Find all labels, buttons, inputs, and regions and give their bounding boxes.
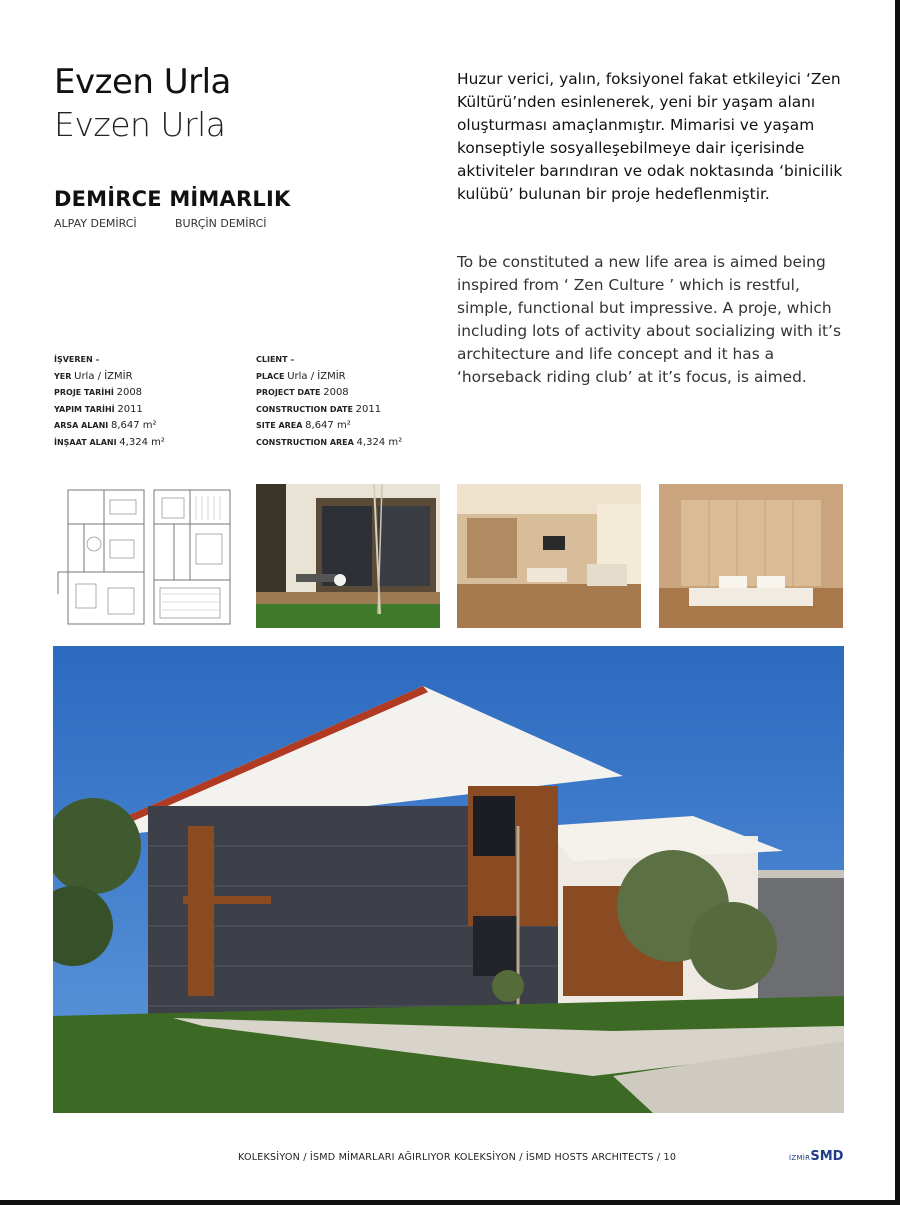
bedroom-photo [659,484,843,628]
info-row-client: CLIENT – [256,355,295,364]
architect-name: BURÇİN DEMİRCİ [175,217,267,230]
project-title-english: Evzen Urla [54,105,226,144]
project-info-turkish [54,352,165,452]
info-row-construction-date: CONSTRUCTION DATE 2011 [256,403,382,415]
project-info-english [256,352,402,452]
info-row-construction-area: CONSTRUCTION AREA 4,324 m² [256,436,403,448]
info-row-construction-area: İNŞAAT ALANI 4,324 m² [54,436,165,448]
info-row-site-area: SITE AREA 8,647 m² [256,420,351,432]
info-row-place: PLACE Urla / İZMİR [256,370,346,382]
page-footer: KOLEKSİYON / İSMD MİMARLARI AĞIRLIYOR KOLEKSİYON / İSMD HOSTS ARCHITECTS / 10 [238,1152,677,1163]
living-room-photo [457,484,641,628]
info-row-project-date: PROJECT DATE 2008 [256,387,349,399]
description-english: To be constituted a new life area is aimed being inspired from ‘ Zen Culture ’ which is restful, simple, functional but impressive. A proje, which including lots of activity about socializing with it’s architecture and life concept and it has a ‘horseback riding club’ at it’s focus, is aimed. [457,253,841,386]
architect-name: ALPAY DEMİRCİ [54,217,137,230]
page-edge-bottom [0,1200,900,1205]
project-title: Evzen Urla [54,62,231,102]
firm-name: DEMİRCE MİMARLIK [54,187,291,211]
ismd-logo: İZMİRSMD [789,1149,844,1164]
info-row-site-area: ARSA ALANI 8,647 m² [54,420,157,432]
description-turkish: Huzur verici, yalın, foksiyonel fakat etkileyici ‘Zen Kültürü’nden esinlenerek, yeni bir yaşam alanı oluşturması amaçlanmıştır. Mimarisi ve yaşam konseptiyle sosyalleşebilmeye dair içerisinde aktiviteler barındıran ve odak noktasında ‘binicilik kulübü’ bulunan bir proje hedeflenmiştir. [457,70,843,203]
exterior-photo [53,646,844,1113]
info-row-construction-date: YAPIM TARİHİ 2011 [54,403,143,415]
info-row-project-date: PROJE TARİHİ 2008 [54,387,143,399]
floor-plan-image [54,484,238,628]
info-row-place: YER Urla / İZMİR [54,370,133,382]
info-row-employer: İŞVEREN – [54,355,100,364]
page-edge-right [895,0,900,1205]
terrace-photo [256,484,440,628]
